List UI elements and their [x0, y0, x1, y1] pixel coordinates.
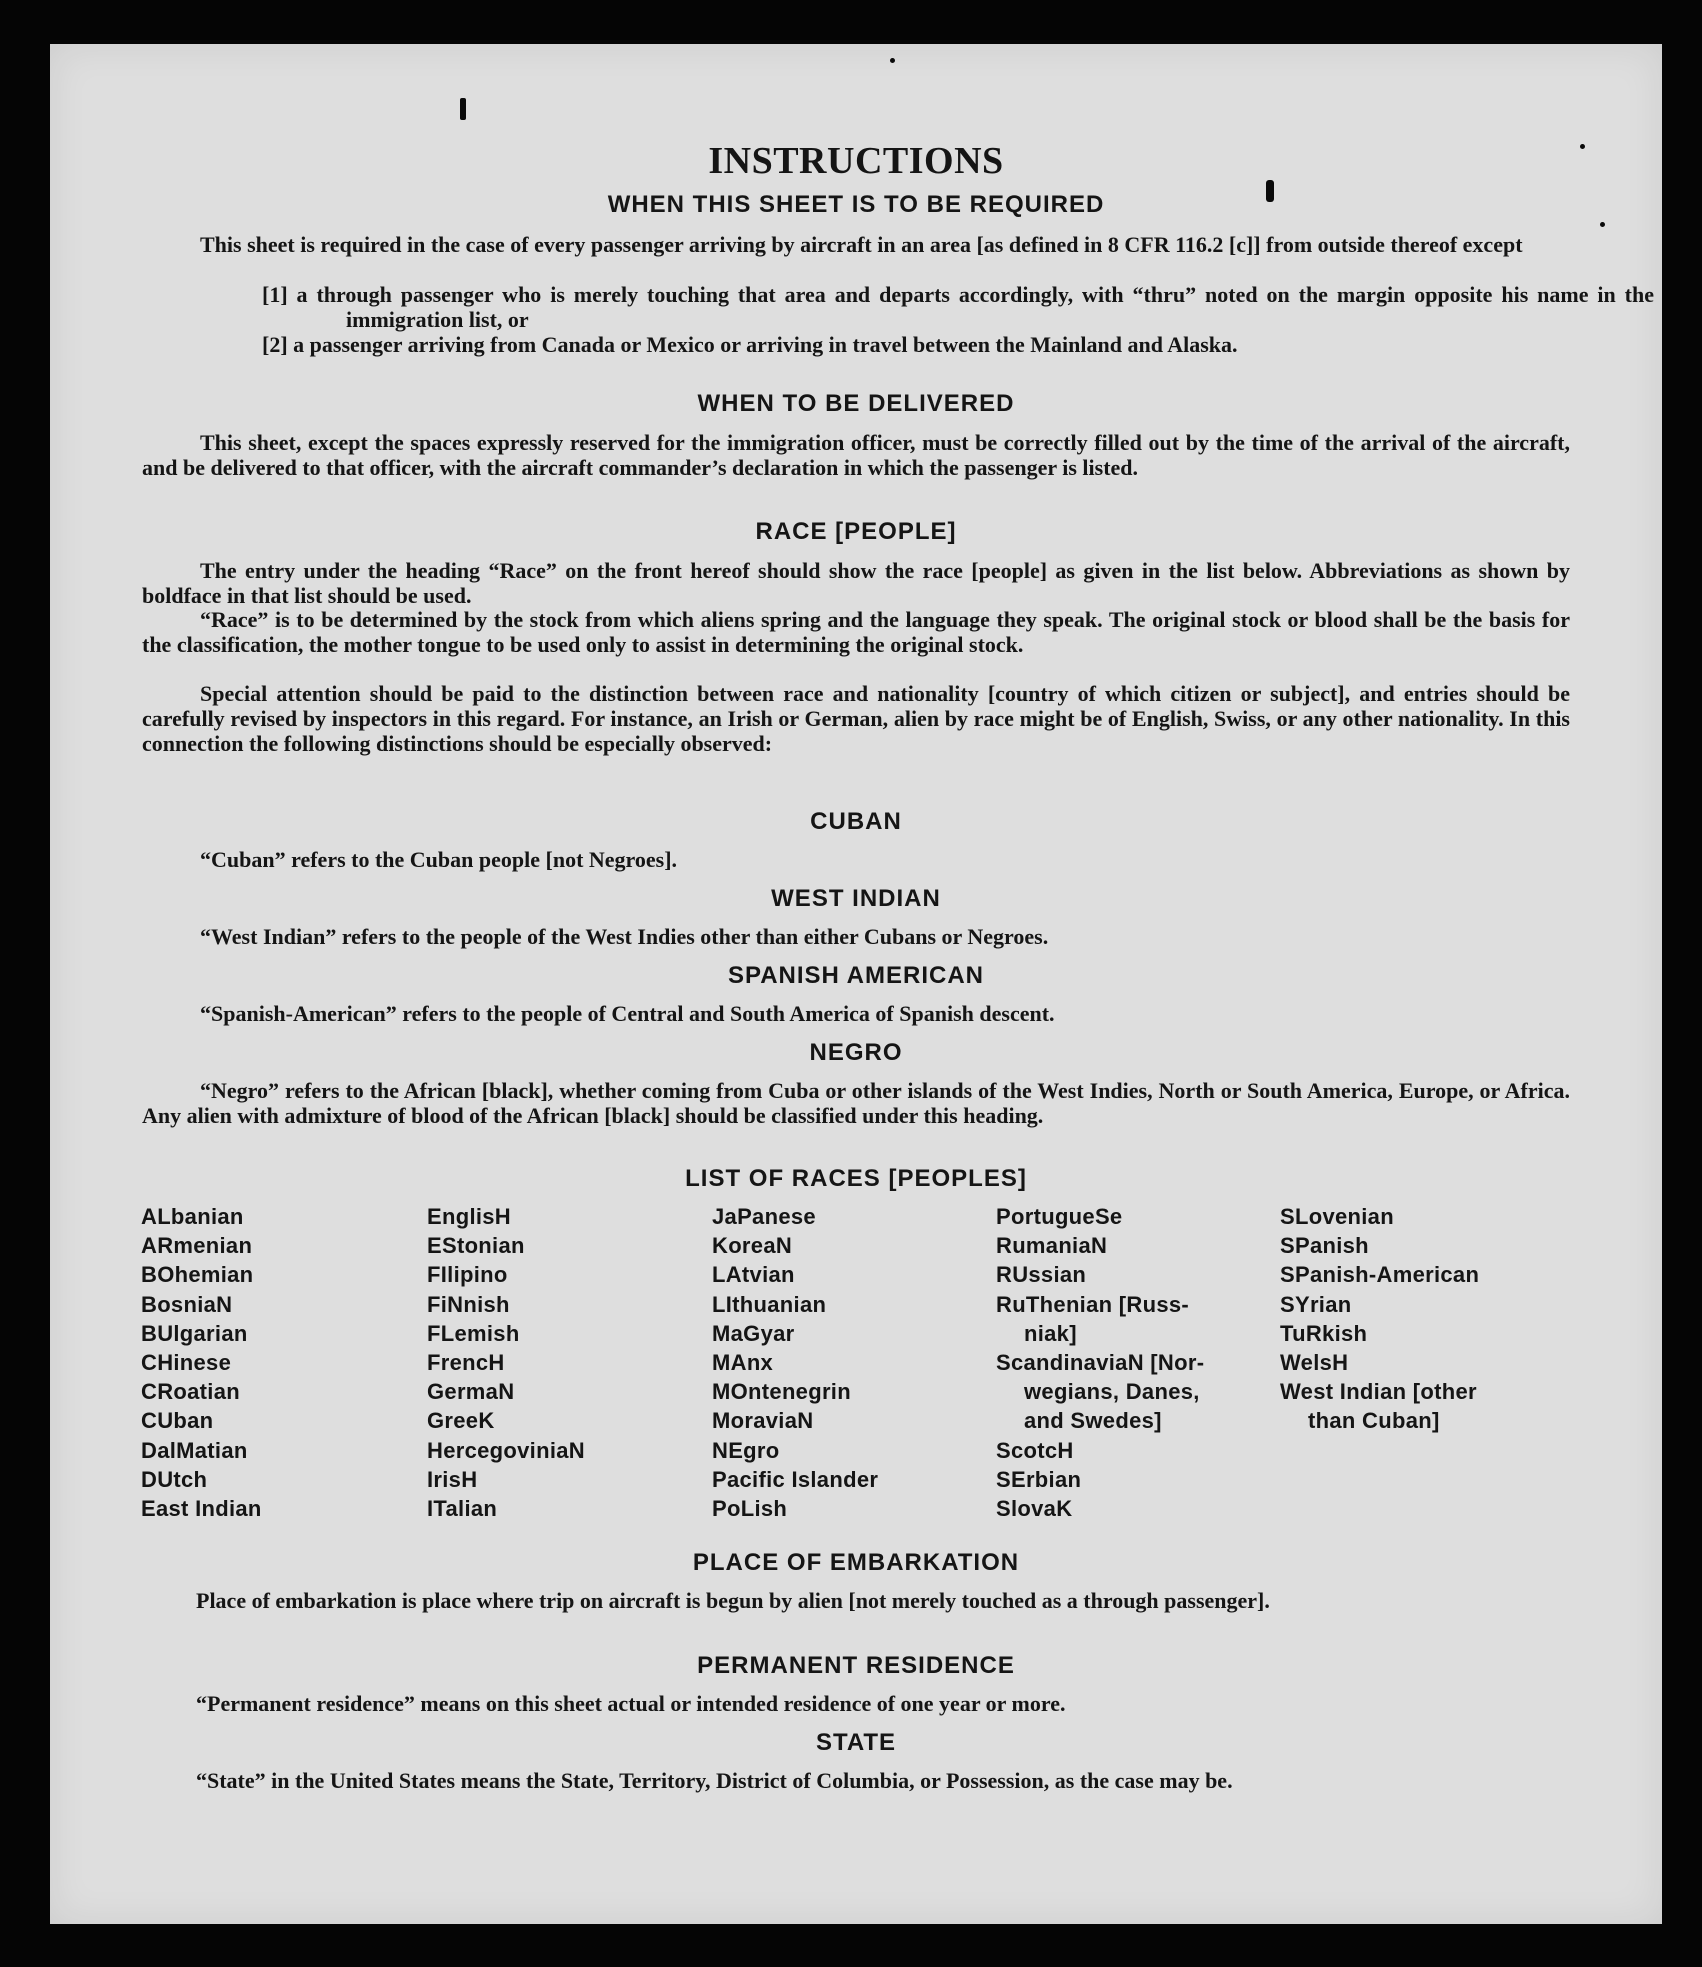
races-column-3 [712, 1202, 878, 1523]
heading-when-required: WHEN THIS SHEET IS TO BE REQUIRED [607, 191, 1105, 218]
race-paragraph-1: The entry under the heading “Race” on the front hereof should show the race [people] as given in the list below. Abbreviations as shown by boldface in that list should be used. [142, 558, 1570, 608]
race-item: EStonian [427, 1233, 525, 1259]
spanish-american-text: “Spanish-American” refers to the people of Central and South America of Spanish descent. [200, 1001, 1055, 1026]
heading-list-of-races: LIST OF RACES [PEOPLES] [685, 1165, 1027, 1192]
heading-place-of-embarkation: PLACE OF EMBARKATION [692, 1549, 1020, 1576]
race-item: FIlipino [427, 1262, 508, 1288]
race-item: SPanish [1280, 1233, 1369, 1259]
required-item-2: [2] a passenger arriving from Canada or Mexico or arriving in travel between the Mainland and Alaska. [262, 332, 1238, 357]
races-column-5 [1280, 1202, 1479, 1436]
race-item: SErbian [996, 1466, 1082, 1492]
race-item: EnglisH [427, 1204, 511, 1229]
race-item: DUtch [141, 1466, 208, 1492]
race-item: DalMatian [141, 1437, 248, 1463]
race-item: FrencH [427, 1350, 505, 1376]
race-item: FLemish [427, 1320, 520, 1346]
heading-west-indian: WEST INDIAN [771, 885, 941, 912]
race-item: LIthuanian [712, 1291, 827, 1317]
race-item: HercegoviniaN [427, 1437, 585, 1463]
race-item: CRoatian [141, 1379, 240, 1405]
race-item: MOntenegrin [712, 1379, 851, 1405]
race-item: BUlgarian [141, 1320, 248, 1346]
heading-spanish-american: SPANISH AMERICAN [727, 962, 984, 989]
races-column-2 [427, 1202, 585, 1523]
race-item: ScotcH [996, 1437, 1074, 1463]
race-item: SPanish-American [1280, 1262, 1480, 1288]
negro-text: “Negro” refers to the African [black], whether coming from Cuba or other islands of the West Indies, North or South America, Europe, or Africa. Any alien with admixture of blood of the African [black] should be classified under this heading. [142, 1078, 1570, 1128]
ink-speck [890, 58, 895, 63]
race-item: BosniaN [141, 1291, 233, 1317]
race-item: FiNnish [427, 1291, 510, 1317]
race-item: ITalian [427, 1496, 498, 1522]
race-item: CHinese [141, 1350, 232, 1376]
race-item: ScandinaviaN [Nor- [996, 1350, 1205, 1376]
race-paragraph-3: Special attention should be paid to the distinction between race and nationality [country of which citizen or subject], and entries should be carefully revised by inspectors in this regard. For instance, an Irish or German, alien by race might be of English, Swiss, or any other nationality. In this connection the following distinctions should be especially observed: [142, 681, 1570, 756]
race-item: ALbanian [141, 1204, 244, 1229]
race-item: MoraviaN [712, 1408, 814, 1434]
heading-when-delivered: WHEN TO BE DELIVERED [697, 390, 1015, 417]
race-item: Pacific Islander [712, 1466, 879, 1492]
race-item: NEgro [712, 1437, 780, 1463]
required-intro: This sheet is required in the case of every passenger arriving by aircraft in an area [as defined in 8 CFR 116.2 [c]] from outside thereof except [200, 232, 1523, 257]
heading-race: RACE [PEOPLE] [755, 518, 957, 545]
race-item: GreeK [427, 1408, 495, 1434]
race-item: East Indian [141, 1496, 262, 1522]
race-item: ARmenian [141, 1233, 253, 1259]
state-text: “State” in the United States means the State, Territory, District of Columbia, or Possession, as the case may be. [196, 1768, 1233, 1793]
ink-speck [1600, 222, 1605, 227]
race-item: KoreaN [712, 1233, 793, 1259]
race-item: PortugueSe [996, 1204, 1123, 1229]
race-item: MAnx [712, 1350, 774, 1376]
heading-state: STATE [815, 1729, 897, 1756]
race-item: SlovaK [996, 1496, 1073, 1522]
race-item: RumaniaN [996, 1233, 1108, 1259]
delivered-text: This sheet, except the spaces expressly reserved for the immigration officer, must be correctly filled out by the time of the arrival of the aircraft, and be delivered to that officer, with the aircraft commander’s declaration in which the passenger is listed. [142, 430, 1570, 480]
race-item-continuation: and Swedes] [1024, 1408, 1162, 1434]
race-item: West Indian [other [1280, 1379, 1477, 1405]
race-item: LAtvian [712, 1262, 795, 1288]
required-item-1: [1] a through passenger who is merely touching that area and departs accordingly, with “thru” noted on the margin opposite his name in the immigration list, or [262, 282, 1654, 332]
race-item: BOhemian [141, 1262, 254, 1288]
race-item: WelsH [1280, 1350, 1349, 1376]
race-item: GermaN [427, 1379, 515, 1405]
embarkation-text: Place of embarkation is place where trip on aircraft is begun by alien [not merely touched as a through passenger]. [196, 1588, 1270, 1613]
race-item: RUssian [996, 1262, 1087, 1288]
heading-negro: NEGRO [809, 1039, 903, 1066]
heading-cuban: CUBAN [810, 808, 902, 835]
heading-permanent-residence: PERMANENT RESIDENCE [697, 1652, 1015, 1679]
race-item: IrisH [427, 1466, 478, 1492]
race-item-continuation: niak] [1024, 1320, 1077, 1346]
race-paragraph-2: “Race” is to be determined by the stock from which aliens spring and the language they speak. The original stock or blood shall be the basis for the classification, the mother tongue to be used only to assist in determining the original stock. [142, 607, 1570, 657]
race-item: PoLish [712, 1496, 788, 1522]
race-item: SLovenian [1280, 1204, 1394, 1229]
race-item: MaGyar [712, 1320, 795, 1346]
races-column-4 [996, 1202, 1204, 1523]
race-item: SYrian [1280, 1291, 1352, 1317]
west-indian-text: “West Indian” refers to the people of the West Indies other than either Cubans or Negroes. [200, 924, 1049, 949]
race-item: TuRkish [1280, 1320, 1368, 1346]
race-item-continuation: than Cuban] [1308, 1408, 1440, 1434]
document-sheet [50, 44, 1662, 1924]
residence-text: “Permanent residence” means on this sheet actual or intended residence of one year or more. [196, 1691, 1066, 1716]
race-item: RuThenian [Russ- [996, 1291, 1190, 1317]
race-item-continuation: wegians, Danes, [1024, 1379, 1200, 1405]
page-title: INSTRUCTIONS [708, 140, 1004, 182]
cuban-text: “Cuban” refers to the Cuban people [not Negroes]. [200, 847, 678, 872]
races-column-1 [141, 1202, 262, 1523]
race-item: JaPanese [712, 1204, 816, 1229]
ink-mark [460, 98, 466, 120]
race-item: CUban [141, 1408, 214, 1434]
